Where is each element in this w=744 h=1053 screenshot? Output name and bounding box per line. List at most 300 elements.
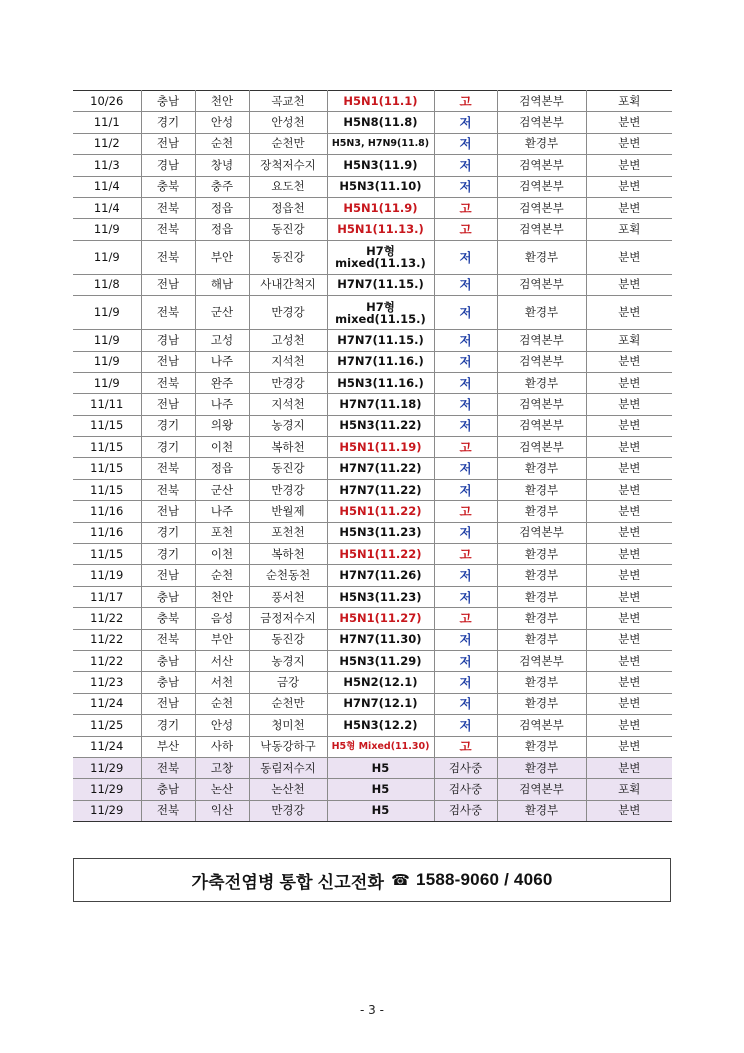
table-row (73, 176, 672, 197)
sample-type-cell: 포획 (586, 330, 672, 351)
site-cell: 만경강 (249, 479, 327, 500)
province-cell: 전북 (141, 479, 195, 500)
sample-type-cell: 분변 (586, 800, 672, 821)
date-cell: 11/11 (73, 394, 141, 415)
site-cell: 장척저수지 (249, 155, 327, 176)
agency-cell: 검역본부 (497, 219, 586, 240)
table-row (73, 112, 672, 133)
province-cell: 전남 (141, 501, 195, 522)
agency-cell: 검역본부 (497, 274, 586, 295)
province-cell: 전북 (141, 197, 195, 218)
date-cell: 11/24 (73, 693, 141, 714)
ai-detection-table (73, 90, 672, 822)
site-cell: 금강 (249, 672, 327, 693)
agency-cell: 환경부 (497, 501, 586, 522)
date-cell: 11/9 (73, 351, 141, 372)
pathogenicity-cell: 검사중 (434, 779, 497, 800)
table-row (73, 650, 672, 671)
table-row (73, 779, 672, 800)
site-cell: 곡교천 (249, 91, 327, 112)
sample-type-cell: 분변 (586, 296, 672, 330)
date-cell: 11/22 (73, 629, 141, 650)
city-cell: 천안 (195, 586, 249, 607)
province-cell: 경남 (141, 330, 195, 351)
city-cell: 정읍 (195, 458, 249, 479)
city-cell: 이천 (195, 544, 249, 565)
date-cell: 11/4 (73, 176, 141, 197)
site-cell: 반월제 (249, 501, 327, 522)
agency-cell: 검역본부 (497, 155, 586, 176)
site-cell: 순천만 (249, 693, 327, 714)
pathogenicity-cell: 고 (434, 197, 497, 218)
date-cell: 11/22 (73, 608, 141, 629)
city-cell: 익산 (195, 800, 249, 821)
agency-cell: 검역본부 (497, 650, 586, 671)
pathogenicity-cell: 저 (434, 274, 497, 295)
date-cell: 11/22 (73, 650, 141, 671)
province-cell: 경기 (141, 437, 195, 458)
province-cell: 전북 (141, 757, 195, 778)
strain-cell: H5N1(11.1) (327, 91, 434, 112)
agency-cell: 환경부 (497, 736, 586, 757)
agency-cell: 환경부 (497, 608, 586, 629)
table-row (73, 274, 672, 295)
sample-type-cell: 분변 (586, 629, 672, 650)
sample-type-cell: 포획 (586, 779, 672, 800)
site-cell: 동림저수지 (249, 757, 327, 778)
strain-cell: H5 (327, 757, 434, 778)
agency-cell: 환경부 (497, 672, 586, 693)
table-row (73, 522, 672, 543)
agency-cell: 환경부 (497, 757, 586, 778)
table-row (73, 351, 672, 372)
table-row (73, 608, 672, 629)
agency-cell: 검역본부 (497, 176, 586, 197)
agency-cell: 환경부 (497, 565, 586, 586)
province-cell: 경기 (141, 522, 195, 543)
pathogenicity-cell: 저 (434, 133, 497, 154)
city-cell: 군산 (195, 479, 249, 500)
sample-type-cell: 분변 (586, 608, 672, 629)
table-row (73, 458, 672, 479)
pathogenicity-cell: 저 (434, 693, 497, 714)
province-cell: 전북 (141, 800, 195, 821)
province-cell: 전남 (141, 394, 195, 415)
site-cell: 복하천 (249, 544, 327, 565)
date-cell: 11/15 (73, 479, 141, 500)
strain-cell: H5형 Mixed(11.30) (327, 736, 434, 757)
city-cell: 안성 (195, 112, 249, 133)
date-cell: 11/16 (73, 501, 141, 522)
province-cell: 경기 (141, 544, 195, 565)
sample-type-cell: 분변 (586, 672, 672, 693)
agency-cell: 검역본부 (497, 522, 586, 543)
strain-cell: H5N3(12.2) (327, 715, 434, 736)
sample-type-cell: 분변 (586, 522, 672, 543)
province-cell: 전북 (141, 219, 195, 240)
sample-type-cell: 분변 (586, 133, 672, 154)
pathogenicity-cell: 저 (434, 650, 497, 671)
strain-cell: H5N1(11.19) (327, 437, 434, 458)
site-cell: 정읍천 (249, 197, 327, 218)
date-cell: 11/23 (73, 672, 141, 693)
strain-cell: H7N7(11.15.) (327, 274, 434, 295)
site-cell: 농경지 (249, 415, 327, 436)
site-cell: 지석천 (249, 351, 327, 372)
province-cell: 전북 (141, 372, 195, 393)
agency-cell: 환경부 (497, 544, 586, 565)
province-cell: 경남 (141, 155, 195, 176)
pathogenicity-cell: 고 (434, 501, 497, 522)
agency-cell: 검역본부 (497, 779, 586, 800)
city-cell: 음성 (195, 608, 249, 629)
hotline-number: 1588-9060 / 4060 (416, 870, 553, 889)
site-cell: 순천만 (249, 133, 327, 154)
site-cell: 사내간척지 (249, 274, 327, 295)
agency-cell: 검역본부 (497, 112, 586, 133)
table-row (73, 693, 672, 714)
site-cell: 금정저수지 (249, 608, 327, 629)
sample-type-cell: 분변 (586, 155, 672, 176)
site-cell: 청미천 (249, 715, 327, 736)
city-cell: 천안 (195, 91, 249, 112)
pathogenicity-cell: 저 (434, 330, 497, 351)
table-row (73, 296, 672, 330)
pathogenicity-cell: 저 (434, 155, 497, 176)
table-row (73, 437, 672, 458)
site-cell: 지석천 (249, 394, 327, 415)
date-cell: 11/24 (73, 736, 141, 757)
province-cell: 전남 (141, 693, 195, 714)
table-row (73, 155, 672, 176)
date-cell: 11/15 (73, 458, 141, 479)
site-cell: 복하천 (249, 437, 327, 458)
date-cell: 11/9 (73, 330, 141, 351)
table-row (73, 544, 672, 565)
table-row (73, 479, 672, 500)
strain-cell: H7N7(11.15.) (327, 330, 434, 351)
sample-type-cell: 분변 (586, 586, 672, 607)
agency-cell: 환경부 (497, 693, 586, 714)
site-cell: 포천천 (249, 522, 327, 543)
pathogenicity-cell: 저 (434, 479, 497, 500)
province-cell: 전남 (141, 133, 195, 154)
table-row (73, 586, 672, 607)
province-cell: 충북 (141, 176, 195, 197)
city-cell: 해남 (195, 274, 249, 295)
table-row (73, 133, 672, 154)
city-cell: 정읍 (195, 197, 249, 218)
province-cell: 충남 (141, 91, 195, 112)
strain-cell: H5N1(11.13.) (327, 219, 434, 240)
strain-cell: H7N7(11.22) (327, 458, 434, 479)
city-cell: 나주 (195, 394, 249, 415)
sample-type-cell: 분변 (586, 415, 672, 436)
city-cell: 완주 (195, 372, 249, 393)
pathogenicity-cell: 저 (434, 351, 497, 372)
table-row (73, 715, 672, 736)
sample-type-cell: 분변 (586, 176, 672, 197)
strain-cell: H5N3(11.22) (327, 415, 434, 436)
strain-cell: H7N7(11.22) (327, 479, 434, 500)
site-cell: 고성천 (249, 330, 327, 351)
agency-cell: 환경부 (497, 458, 586, 479)
agency-cell: 검역본부 (497, 415, 586, 436)
table-row (73, 736, 672, 757)
sample-type-cell: 분변 (586, 394, 672, 415)
sample-type-cell: 분변 (586, 112, 672, 133)
site-cell: 풍서천 (249, 586, 327, 607)
pathogenicity-cell: 저 (434, 522, 497, 543)
date-cell: 11/3 (73, 155, 141, 176)
page-number: - 3 - (360, 1003, 384, 1017)
city-cell: 정읍 (195, 219, 249, 240)
date-cell: 11/9 (73, 219, 141, 240)
pathogenicity-cell: 저 (434, 629, 497, 650)
sample-type-cell: 분변 (586, 372, 672, 393)
site-cell: 만경강 (249, 372, 327, 393)
strain-cell: H5N3(11.23) (327, 522, 434, 543)
table-row (73, 394, 672, 415)
province-cell: 전북 (141, 629, 195, 650)
site-cell: 동진강 (249, 240, 327, 274)
agency-cell: 환경부 (497, 629, 586, 650)
site-cell: 낙동강하구 (249, 736, 327, 757)
table-row (73, 629, 672, 650)
table-row (73, 672, 672, 693)
date-cell: 11/1 (73, 112, 141, 133)
city-cell: 서산 (195, 650, 249, 671)
strain-cell: H5N1(11.22) (327, 501, 434, 522)
table-row (73, 757, 672, 778)
table-row (73, 501, 672, 522)
strain-cell: H5 (327, 779, 434, 800)
strain-cell: H7N7(11.16.) (327, 351, 434, 372)
sample-type-cell: 분변 (586, 693, 672, 714)
site-cell: 동진강 (249, 629, 327, 650)
city-cell: 서천 (195, 672, 249, 693)
table-row (73, 219, 672, 240)
table-row (73, 330, 672, 351)
pathogenicity-cell: 저 (434, 586, 497, 607)
city-cell: 나주 (195, 351, 249, 372)
pathogenicity-cell: 고 (434, 437, 497, 458)
city-cell: 부안 (195, 240, 249, 274)
agency-cell: 환경부 (497, 372, 586, 393)
pathogenicity-cell: 검사중 (434, 800, 497, 821)
agency-cell: 검역본부 (497, 197, 586, 218)
pathogenicity-cell: 저 (434, 372, 497, 393)
agency-cell: 환경부 (497, 800, 586, 821)
table-row (73, 197, 672, 218)
pathogenicity-cell: 고 (434, 219, 497, 240)
date-cell: 11/9 (73, 372, 141, 393)
province-cell: 전남 (141, 351, 195, 372)
pathogenicity-cell: 저 (434, 415, 497, 436)
table-row (73, 240, 672, 274)
site-cell: 만경강 (249, 296, 327, 330)
province-cell: 충남 (141, 672, 195, 693)
province-cell: 경기 (141, 715, 195, 736)
strain-cell: H7형 mixed(11.13.) (327, 240, 434, 274)
agency-cell: 검역본부 (497, 715, 586, 736)
province-cell: 충남 (141, 586, 195, 607)
date-cell: 11/9 (73, 296, 141, 330)
pathogenicity-cell: 저 (434, 672, 497, 693)
table-row (73, 800, 672, 821)
site-cell: 순천동천 (249, 565, 327, 586)
sample-type-cell: 분변 (586, 274, 672, 295)
city-cell: 안성 (195, 715, 249, 736)
strain-cell: H5N3, H7N9(11.8) (327, 133, 434, 154)
pathogenicity-cell: 저 (434, 176, 497, 197)
pathogenicity-cell: 저 (434, 296, 497, 330)
site-cell: 만경강 (249, 800, 327, 821)
date-cell: 11/16 (73, 522, 141, 543)
date-cell: 11/15 (73, 437, 141, 458)
province-cell: 충남 (141, 650, 195, 671)
strain-cell: H5 (327, 800, 434, 821)
date-cell: 11/2 (73, 133, 141, 154)
site-cell: 동진강 (249, 219, 327, 240)
city-cell: 논산 (195, 779, 249, 800)
pathogenicity-cell: 저 (434, 240, 497, 274)
strain-cell: H5N3(11.16.) (327, 372, 434, 393)
table-row (73, 91, 672, 112)
strain-cell: H7N7(11.26) (327, 565, 434, 586)
city-cell: 부안 (195, 629, 249, 650)
sample-type-cell: 분변 (586, 437, 672, 458)
pathogenicity-cell: 검사중 (434, 757, 497, 778)
table-row (73, 372, 672, 393)
sample-type-cell: 분변 (586, 501, 672, 522)
sample-type-cell: 분변 (586, 479, 672, 500)
date-cell: 11/19 (73, 565, 141, 586)
site-cell: 안성천 (249, 112, 327, 133)
agency-cell: 검역본부 (497, 437, 586, 458)
province-cell: 전북 (141, 240, 195, 274)
strain-cell: H7형 mixed(11.15.) (327, 296, 434, 330)
table-row (73, 415, 672, 436)
pathogenicity-cell: 고 (434, 91, 497, 112)
date-cell: 11/15 (73, 415, 141, 436)
strain-cell: H7N7(11.30) (327, 629, 434, 650)
strain-cell: H5N1(11.22) (327, 544, 434, 565)
strain-cell: H5N1(11.9) (327, 197, 434, 218)
strain-cell: H5N3(11.23) (327, 586, 434, 607)
city-cell: 포천 (195, 522, 249, 543)
sample-type-cell: 분변 (586, 351, 672, 372)
strain-cell: H7N7(11.18) (327, 394, 434, 415)
date-cell: 11/9 (73, 240, 141, 274)
site-cell: 농경지 (249, 650, 327, 671)
city-cell: 고창 (195, 757, 249, 778)
sample-type-cell: 분변 (586, 197, 672, 218)
city-cell: 순천 (195, 693, 249, 714)
city-cell: 사하 (195, 736, 249, 757)
date-cell: 10/26 (73, 91, 141, 112)
city-cell: 고성 (195, 330, 249, 351)
province-cell: 충북 (141, 608, 195, 629)
strain-cell: H5N1(11.27) (327, 608, 434, 629)
date-cell: 11/25 (73, 715, 141, 736)
agency-cell: 검역본부 (497, 91, 586, 112)
province-cell: 전남 (141, 565, 195, 586)
sample-type-cell: 분변 (586, 736, 672, 757)
city-cell: 이천 (195, 437, 249, 458)
sample-type-cell: 분변 (586, 757, 672, 778)
sample-type-cell: 포획 (586, 219, 672, 240)
strain-cell: H5N8(11.8) (327, 112, 434, 133)
table-row (73, 565, 672, 586)
strain-cell: H5N3(11.9) (327, 155, 434, 176)
hotline-label: 가축전염병 통합 신고전화 (191, 872, 385, 892)
site-cell: 논산천 (249, 779, 327, 800)
strain-cell: H5N3(11.10) (327, 176, 434, 197)
sample-type-cell: 분변 (586, 240, 672, 274)
pathogenicity-cell: 저 (434, 394, 497, 415)
pathogenicity-cell: 고 (434, 608, 497, 629)
province-cell: 부산 (141, 736, 195, 757)
sample-type-cell: 분변 (586, 650, 672, 671)
date-cell: 11/17 (73, 586, 141, 607)
pathogenicity-cell: 저 (434, 458, 497, 479)
pathogenicity-cell: 저 (434, 565, 497, 586)
agency-cell: 환경부 (497, 479, 586, 500)
agency-cell: 검역본부 (497, 351, 586, 372)
sample-type-cell: 분변 (586, 458, 672, 479)
pathogenicity-cell: 저 (434, 715, 497, 736)
sample-type-cell: 분변 (586, 565, 672, 586)
agency-cell: 환경부 (497, 586, 586, 607)
pathogenicity-cell: 저 (434, 112, 497, 133)
sample-type-cell: 분변 (586, 715, 672, 736)
city-cell: 충주 (195, 176, 249, 197)
city-cell: 의왕 (195, 415, 249, 436)
phone-icon: ☎ (391, 872, 411, 889)
city-cell: 순천 (195, 565, 249, 586)
city-cell: 창녕 (195, 155, 249, 176)
province-cell: 경기 (141, 415, 195, 436)
sample-type-cell: 포획 (586, 91, 672, 112)
strain-cell: H5N3(11.29) (327, 650, 434, 671)
city-cell: 나주 (195, 501, 249, 522)
site-cell: 동진강 (249, 458, 327, 479)
site-cell: 요도천 (249, 176, 327, 197)
agency-cell: 환경부 (497, 133, 586, 154)
date-cell: 11/4 (73, 197, 141, 218)
agency-cell: 환경부 (497, 296, 586, 330)
sample-type-cell: 분변 (586, 544, 672, 565)
agency-cell: 검역본부 (497, 330, 586, 351)
pathogenicity-cell: 고 (434, 736, 497, 757)
city-cell: 순천 (195, 133, 249, 154)
city-cell: 군산 (195, 296, 249, 330)
province-cell: 전북 (141, 458, 195, 479)
date-cell: 11/29 (73, 800, 141, 821)
strain-cell: H7N7(12.1) (327, 693, 434, 714)
province-cell: 전남 (141, 274, 195, 295)
pathogenicity-cell: 고 (434, 544, 497, 565)
agency-cell: 환경부 (497, 240, 586, 274)
agency-cell: 검역본부 (497, 394, 586, 415)
date-cell: 11/15 (73, 544, 141, 565)
province-cell: 충남 (141, 779, 195, 800)
date-cell: 11/29 (73, 757, 141, 778)
date-cell: 11/29 (73, 779, 141, 800)
strain-cell: H5N2(12.1) (327, 672, 434, 693)
province-cell: 전북 (141, 296, 195, 330)
